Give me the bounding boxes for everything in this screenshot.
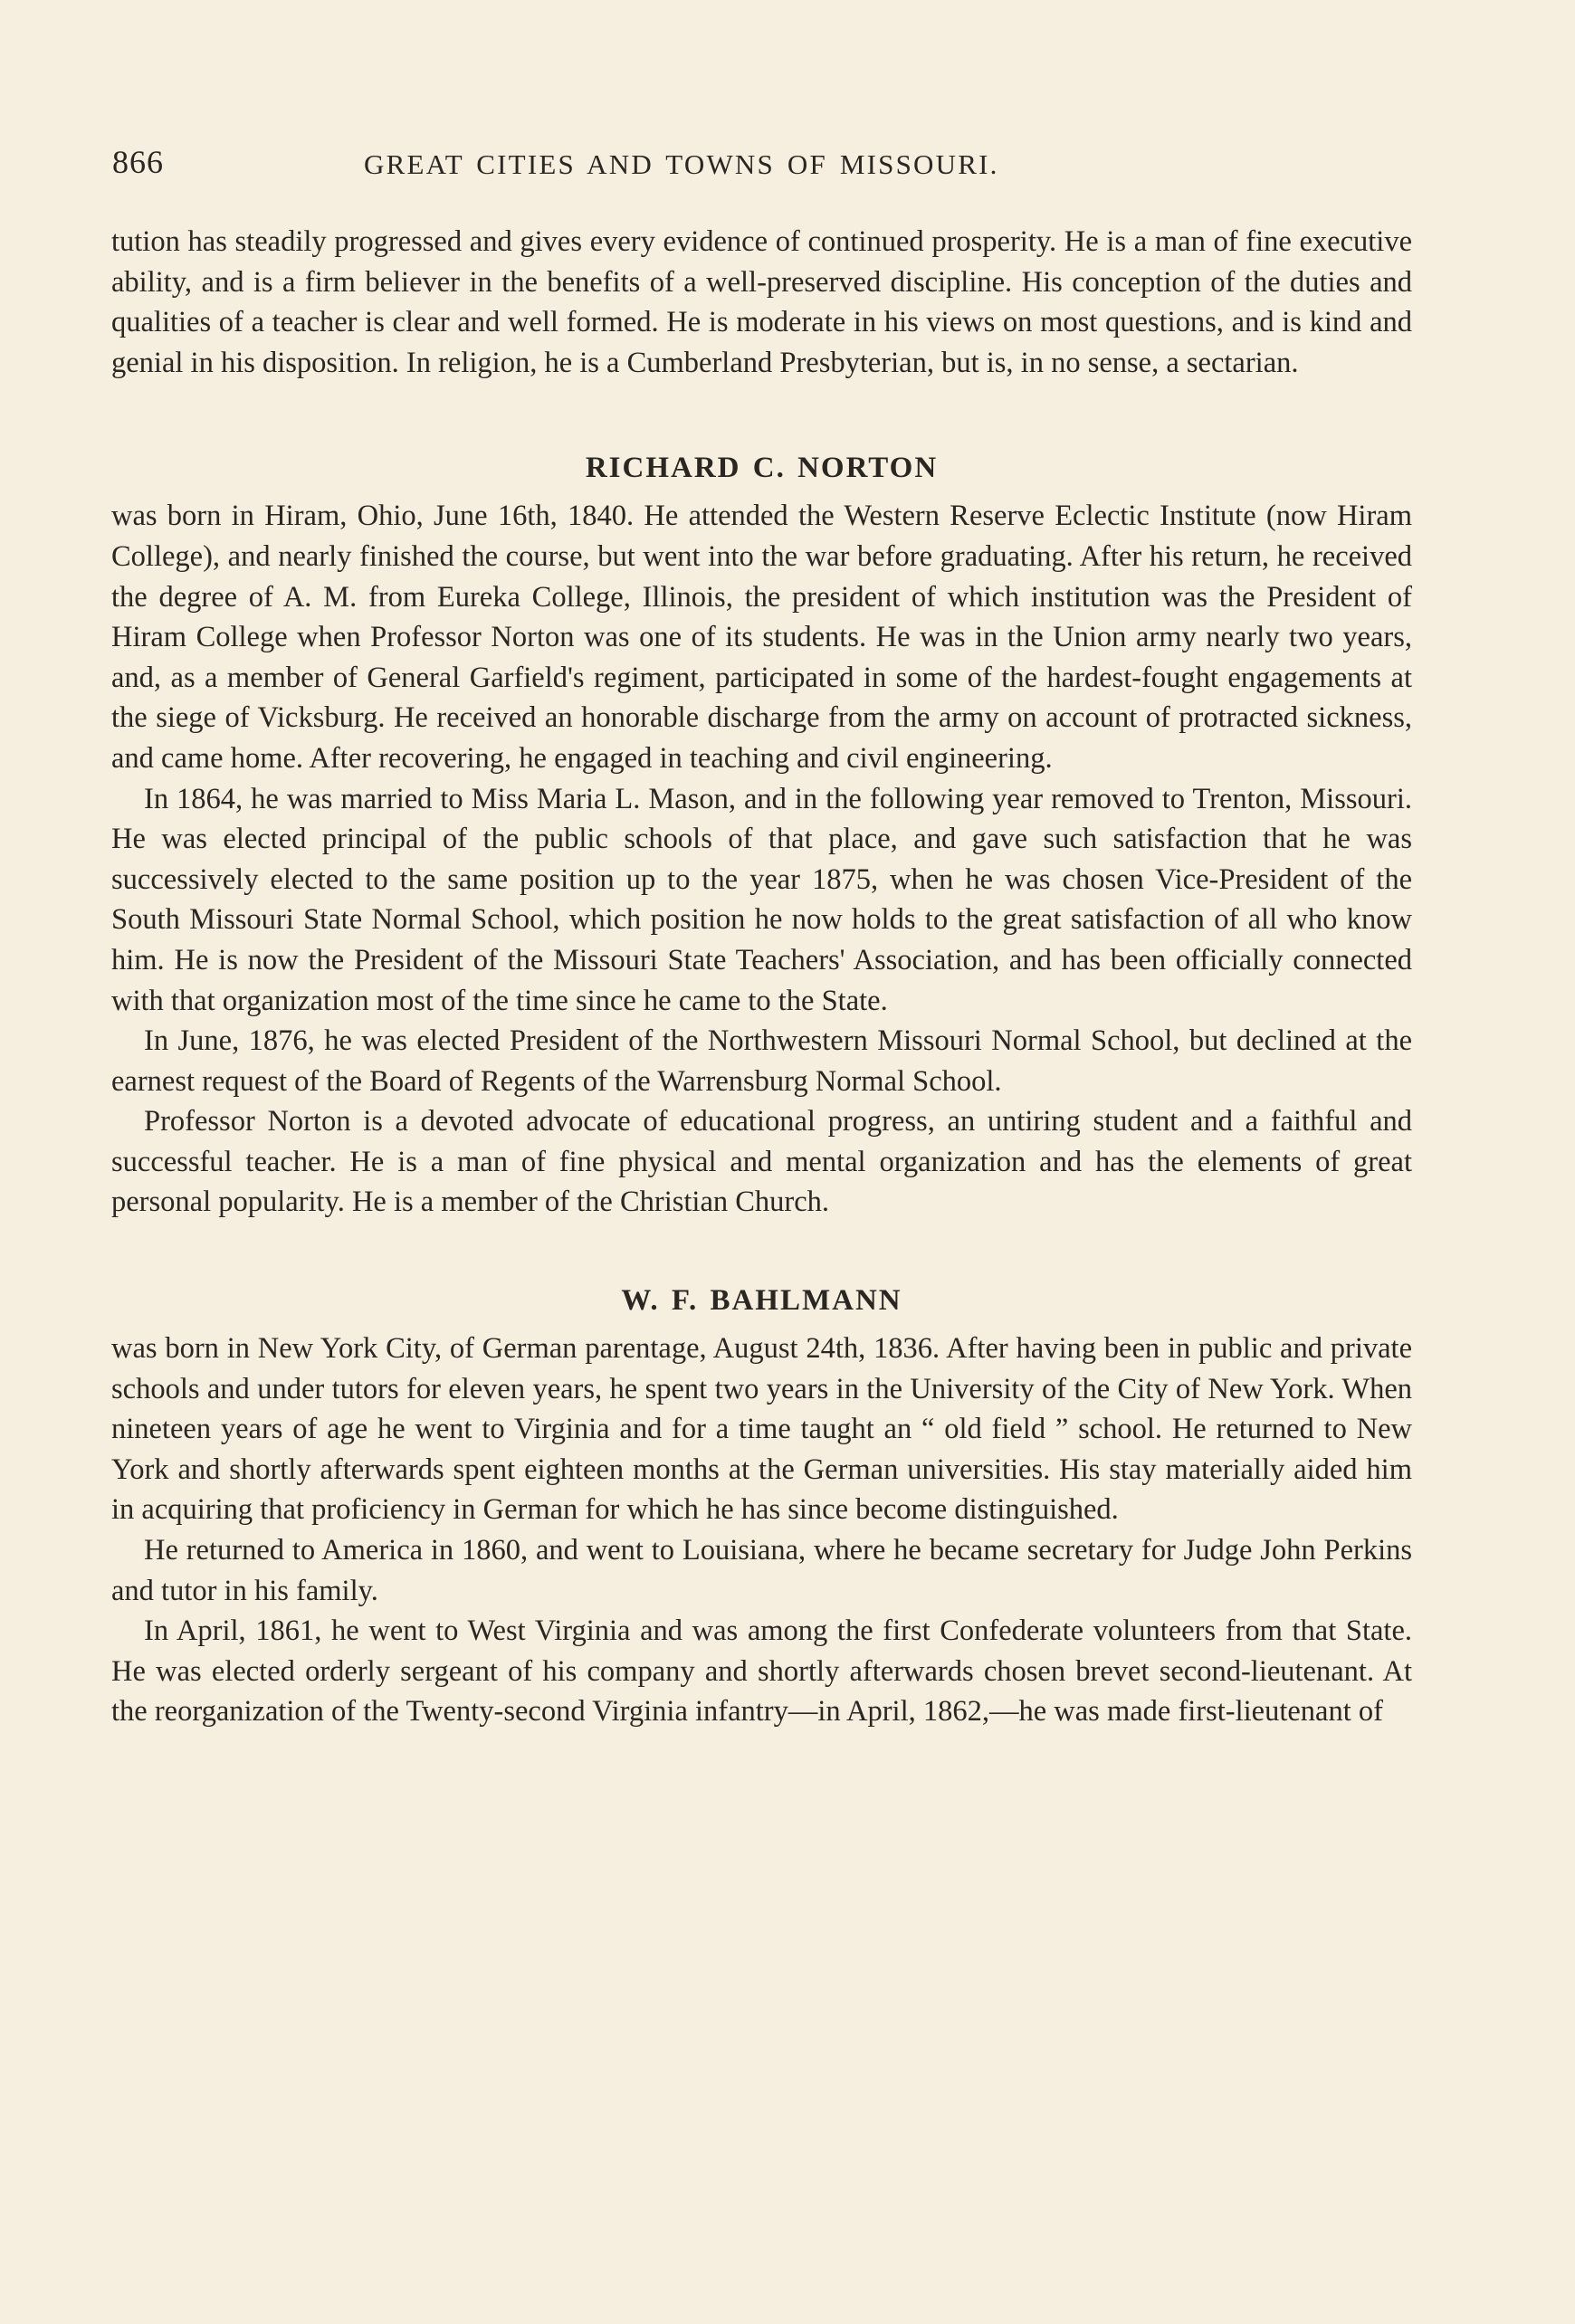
page-body [111, 222, 1412, 1732]
norton-paragraph-3: In June, 1876, he was elected President of the Northwestern Missouri Normal School, but declined at the earnest request of the Board of Regents of the Warrensburg Normal School. [111, 1024, 1412, 1098]
intro-paragraph: tution has steadily progressed and gives every evidence of continued prosperity. He is a man of fine executive ability, and is a firm believer in the benefits of a well-preserved discipline. His conception of the duties and qualities of a teacher is clear and well formed. He is moderate in his views on most questions, and is kind and genial in his disposition. In religion, he is a Cumberland Presbyterian, but is, in no sense, a sectarian. [111, 225, 1412, 379]
norton-paragraph-4: Professor Norton is a devoted advocate of educational progress, an untiring student and a faithful and successful teacher. He is a man of fine physical and mental organization and has the elements of great personal popularity. He is a member of the Christian Church. [111, 1105, 1412, 1219]
bahlmann-paragraph-3: In April, 1861, he went to West Virginia and was among the first Confederate volunteers from that State. He was elected orderly sergeant of his company and shortly afterwards chosen brevet second-lieutenant. At the reorganization of the Twenty-second Virginia infantry—in April, 1862,—he was made first-lieutenant of [111, 1614, 1412, 1729]
norton-paragraph-2: In 1864, he was married to Miss Maria L. Mason, and in the following year removed to Trenton, Missouri. He was elected principal of the public schools of that place, and gave such satisfaction that he was successively elected to the same position up to the year 1875, when he was chosen Vice-President of the South Missouri State Normal School, which position he now holds to the great satisfaction of all who know him. He is now the President of the Missouri State Teachers' Association, and has been officially connected with that organization most of the time since he came to the State. [111, 782, 1412, 1017]
bahlmann-paragraph-2: He returned to America in 1860, and went to Louisiana, where he became secretary for Judge John Perkins and tutor in his family. [111, 1534, 1412, 1607]
norton-paragraph-1: was born in Hiram, Ohio, June 16th, 1840. He attended the Western Reserve Eclectic Institute (now Hiram College), and nearly finished the course, but went into the war before graduating. After his return, he received the degree of A. M. from Eureka College, Illinois, the president of which institution was the President of Hiram College when Professor Norton was one of its students. He was in the Union army nearly two years, and, as a member of General Garfield's regiment, participated in some of the hardest-fought engagements at the siege of Vicksburg. He received an honorable discharge from the army on account of protracted sickness, and came home. After recovering, he engaged in teaching and civil engineering. [111, 500, 1412, 775]
section-heading-bahlmann: W. F. BAHLMANN [621, 1284, 902, 1318]
page-number: 866 [112, 144, 164, 180]
section-heading-norton: RICHARD C. NORTON [585, 452, 939, 485]
page-header [112, 143, 1416, 197]
running-title: GREAT CITIES AND TOWNS OF MISSOURI. [364, 148, 999, 180]
bahlmann-paragraph-1: was born in New York City, of German parentage, August 24th, 1836. After having been in public and private schools and under tutors for eleven years, he spent two years in the University of the City of New York. When nineteen years of age he went to Virginia and for a time taught an “ old field ” school. He returned to New York and shortly afterwards spent eighteen months at the German universities. His stay materially aided him in acquiring that proficiency in German for which he has since become distinguished. [111, 1332, 1412, 1527]
